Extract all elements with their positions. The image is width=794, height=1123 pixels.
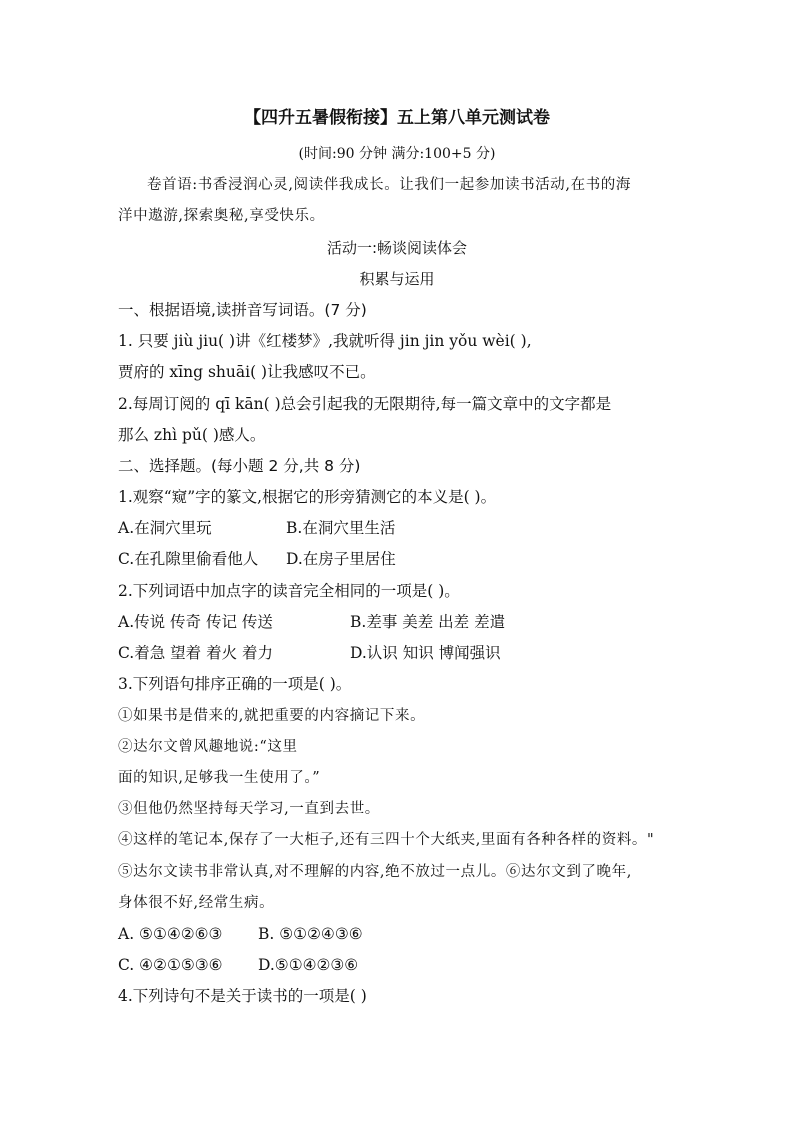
q3-sentence-5b: 身体很不好,经常生病。 — [118, 895, 275, 911]
q3-stem: 3.下列语句排序正确的一项是( )。 — [118, 675, 352, 693]
q1-option-c: C.在孔隙里偷看他人 — [118, 550, 259, 568]
q1-stem: 1.观察“窥”字的篆文,根据它的形旁猜测它的本义是( )。 — [118, 488, 497, 506]
part2-heading: 二、选择题。(每小题 2 分,共 8 分) — [118, 457, 361, 475]
q1-option-b: B.在洞穴里生活 — [286, 519, 396, 537]
q2-option-c: C.着急 望着 着火 着力 — [118, 644, 274, 662]
q2-option-d: D.认识 知识 博闻强识 — [350, 644, 501, 662]
intro-line-1: 卷首语:书香浸润心灵,阅读伴我成长。让我们一起参加读书活动,在书的海 — [147, 177, 632, 193]
q3-sentence-3: ③但他仍然坚持每天学习,一直到去世。 — [118, 801, 380, 817]
q2-option-a: A.传说 传奇 传记 传送 — [118, 613, 273, 631]
q1-option-d: D.在房子里居住 — [286, 550, 396, 568]
q2-stem: 2.下列词语中加点字的读音完全相同的一项是( )。 — [118, 582, 460, 600]
q4-stem: 4.下列诗句不是关于读书的一项是( ) — [118, 987, 367, 1005]
intro-line-2: 洋中遨游,探索奥秘,享受快乐。 — [118, 208, 325, 224]
activity-title: 活动一:畅谈阅读体会 — [326, 239, 468, 257]
q3-sentence-2b: 面的知识,足够我一生使用了。” — [118, 770, 321, 786]
part1-q2-line1: 2.每周订阅的 qī kān( )总会引起我的无限期待,每一篇文章中的文字都是 — [118, 395, 612, 413]
exam-time-score: (时间:90 分钟 满分:100+5 分) — [298, 146, 496, 162]
part1-heading: 一、根据语境,读拼音写词语。(7 分) — [118, 301, 367, 319]
q3-sentence-1: ①如果书是借来的,就把重要的内容摘记下来。 — [118, 708, 426, 724]
q3-sentence-4: ④这样的笔记本,保存了一大柜子,还有三四十个大纸夹,里面有各种各样的资料。" — [118, 832, 655, 848]
q3-sentence-5a: ⑤达尔文读书非常认真,对不理解的内容,绝不放过一点儿。⑥达尔文到了晚年, — [118, 864, 632, 880]
q3-option-c: C. ④②①⑤③⑥ — [118, 956, 223, 974]
part1-q1-line1: 1. 只要 jiù jiu( )讲《红楼梦》,我就听得 jin jin yǒu wèi( ), — [118, 332, 532, 350]
q3-sentence-2a: ②达尔文曾风趣地说:“这里 — [118, 739, 298, 755]
page-title: 【四升五暑假衔接】五上第八单元测试卷 — [244, 108, 550, 128]
section-title: 积累与运用 — [359, 270, 435, 288]
q1-option-a: A.在洞穴里玩 — [118, 519, 212, 537]
q3-option-b: B. ⑤①②④③⑥ — [258, 925, 363, 943]
q3-option-d: D.⑤①④②③⑥ — [258, 956, 359, 974]
part1-q1-line2: 贾府的 xīng shuāi( )让我感叹不已。 — [118, 363, 376, 381]
q2-option-b: B.差事 美差 出差 差遣 — [350, 613, 506, 631]
q3-option-a: A. ⑤①④②⑥③ — [118, 925, 223, 943]
part1-q2-line2: 那么 zhì pǔ( )感人。 — [118, 426, 266, 444]
